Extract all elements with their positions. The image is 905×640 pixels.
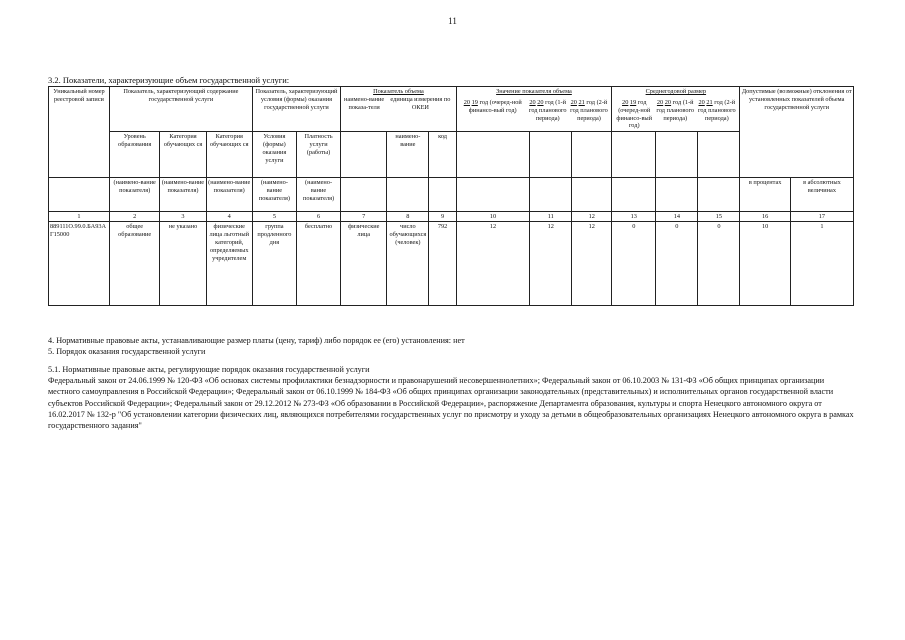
cell-avg-2: 0 (656, 222, 698, 306)
header-indicator-name: наимено-вание показа-теля (344, 95, 385, 111)
note-4: 4. Нормативные правовые акты, устанавливающие размер платы (цену, тариф) либо порядок ее (его) установления: нет (48, 336, 465, 345)
column-number: 8 (387, 212, 429, 222)
column-number: 16 (740, 212, 790, 222)
sub-level-of-education: Уровень образования (109, 132, 159, 178)
column-number: 14 (656, 212, 698, 222)
header-year-2: 20 20 год (1-й год планового периода) (528, 98, 567, 122)
cell-unit-name: число обучающихся (человек) (387, 222, 429, 306)
sub-absolute: в абсолютных величинах (790, 178, 853, 212)
header-average-size (612, 87, 740, 132)
cell-unit-code: 792 (429, 222, 456, 306)
cell-value-2: 12 (530, 222, 572, 306)
cell-category-1: не указано (160, 222, 206, 306)
header-row-3 (49, 178, 854, 212)
header-volume-indicator (341, 87, 457, 132)
column-number: 12 (572, 212, 612, 222)
column-number: 3 (160, 212, 206, 222)
header-avg-year-1: 20 19 год (очеред-ной финансо-вый год) (616, 98, 653, 130)
column-number: 15 (698, 212, 740, 222)
cell-payment: бесплатно (296, 222, 340, 306)
volume-indicator-title: Показатель объема (373, 88, 424, 95)
cell-deviation-absolute: 1 (790, 222, 853, 306)
header-row-1 (49, 87, 854, 132)
indicator-name-col-6: (наимено-вание показателя) (296, 178, 340, 212)
section-title: 3.2. Показатели, характеризующие объем государственной услуги: (48, 75, 290, 85)
header-year-1: 20 19 год (очеред-ной финансо-вый год) (463, 98, 522, 114)
volume-value-title: Значение показателя объема (496, 88, 572, 95)
header-avg-year-2: 20 20 год (1-й год планового периода) (656, 98, 695, 122)
sub-category-1: Категория обучающих ся (160, 132, 206, 178)
column-number: 4 (206, 212, 252, 222)
column-number: 9 (429, 212, 456, 222)
header-year-3: 20 21 год (2-й год планового периода) (570, 98, 608, 122)
indicator-name-col-2: (наимено-вание показателя) (109, 178, 159, 212)
column-number: 13 (612, 212, 656, 222)
column-number: 5 (252, 212, 296, 222)
header-conditions-indicator: Показатель, характеризующий условия (формы) оказания государственной услуги (252, 87, 340, 132)
note-5-1: 5.1. Нормативные правовые акты, регулирующие порядок оказания государственной услуги (48, 364, 370, 374)
cell-indicator-name: физические лица (341, 222, 387, 306)
table-row (49, 222, 854, 306)
cell-level: общее образование (109, 222, 159, 306)
column-number: 6 (296, 212, 340, 222)
sub-unit-name: наимено-вание (387, 132, 429, 178)
cell-conditions: группа продленного дня (252, 222, 296, 306)
header-unit: единица измерения по ОКЕИ (390, 95, 451, 111)
notes-section (48, 335, 858, 432)
sub-payment: Платность услуги (работы) (296, 132, 340, 178)
column-number: 17 (790, 212, 853, 222)
cell-value-3: 12 (572, 222, 612, 306)
header-volume-value (456, 87, 612, 132)
volume-indicators-table (48, 86, 854, 306)
cell-avg-3: 0 (698, 222, 740, 306)
indicator-name-col-5: (наимено-вание показателя) (252, 178, 296, 212)
note-laws-text: Федеральный закон от 24.06.1999 № 120-ФЗ «Об основах системы профилактики безнадзорности и правонарушений несовершеннолетних»; Федеральный закон от 06.10.2003 № 131-ФЗ «Об общих принципах организации местного самоуправления в Российской Федерации»; Федеральный закон от 06.10.1999 № 184-ФЗ «Об общих принципах организации законодательных (представительных) и исполнительных органов государственной власти субъектов Российской Федерации»; Федеральный закон от 29.12.2012 № 273-ФЗ «Об образовании в Российской Федерации», распоряжение Департамента образования, культуры и спорта Ненецкого автономного округа от 16.02.2017 № 132-р "Об установлении категории физических лиц, являющихся потребителями государственных услуг по присмотру и уходу за детьми в общеобразовательных организациях Ненецкого автономного округа в рамках государственного задания" (48, 375, 854, 431)
column-number: 11 (530, 212, 572, 222)
sub-unit-code: код (429, 132, 456, 178)
sub-conditions: Условия (формы) оказания услуги (252, 132, 296, 178)
cell-registry-code: 889111О.99.0.БА93АГ15000 (49, 222, 110, 306)
cell-category-2: физические лица льготный категорий, определяемых учредителем (206, 222, 252, 306)
cell-value-1: 12 (456, 222, 530, 306)
header-content-indicator: Показатель, характеризующий содержание государственной услуги (109, 87, 252, 132)
column-number: 10 (456, 212, 530, 222)
indicator-name-col-3: (наимено-вание показателя) (160, 178, 206, 212)
column-number: 7 (341, 212, 387, 222)
header-avg-year-3: 20 21 год (2-й год планового периода) (698, 98, 736, 122)
sub-percent: в процентах (740, 178, 790, 212)
column-number: 1 (49, 212, 110, 222)
header-row-2 (49, 132, 854, 178)
sub-category-2: Категория обучающих ся (206, 132, 252, 178)
cell-avg-1: 0 (612, 222, 656, 306)
header-unique-number: Уникальный номер реестровой записи (49, 87, 110, 178)
page-number: 11 (448, 16, 457, 26)
cell-deviation-percent: 10 (740, 222, 790, 306)
average-size-title: Среднегодовой размер (645, 88, 707, 95)
column-numbers-row (49, 212, 854, 222)
column-number: 2 (109, 212, 159, 222)
indicator-name-col-4: (наимено-вание показателя) (206, 178, 252, 212)
header-deviation: Допустимые (возможные) отклонения от установленных показателей объема государственной услуги (740, 87, 854, 178)
note-5: 5. Порядок оказания государственной услуги (48, 347, 206, 357)
